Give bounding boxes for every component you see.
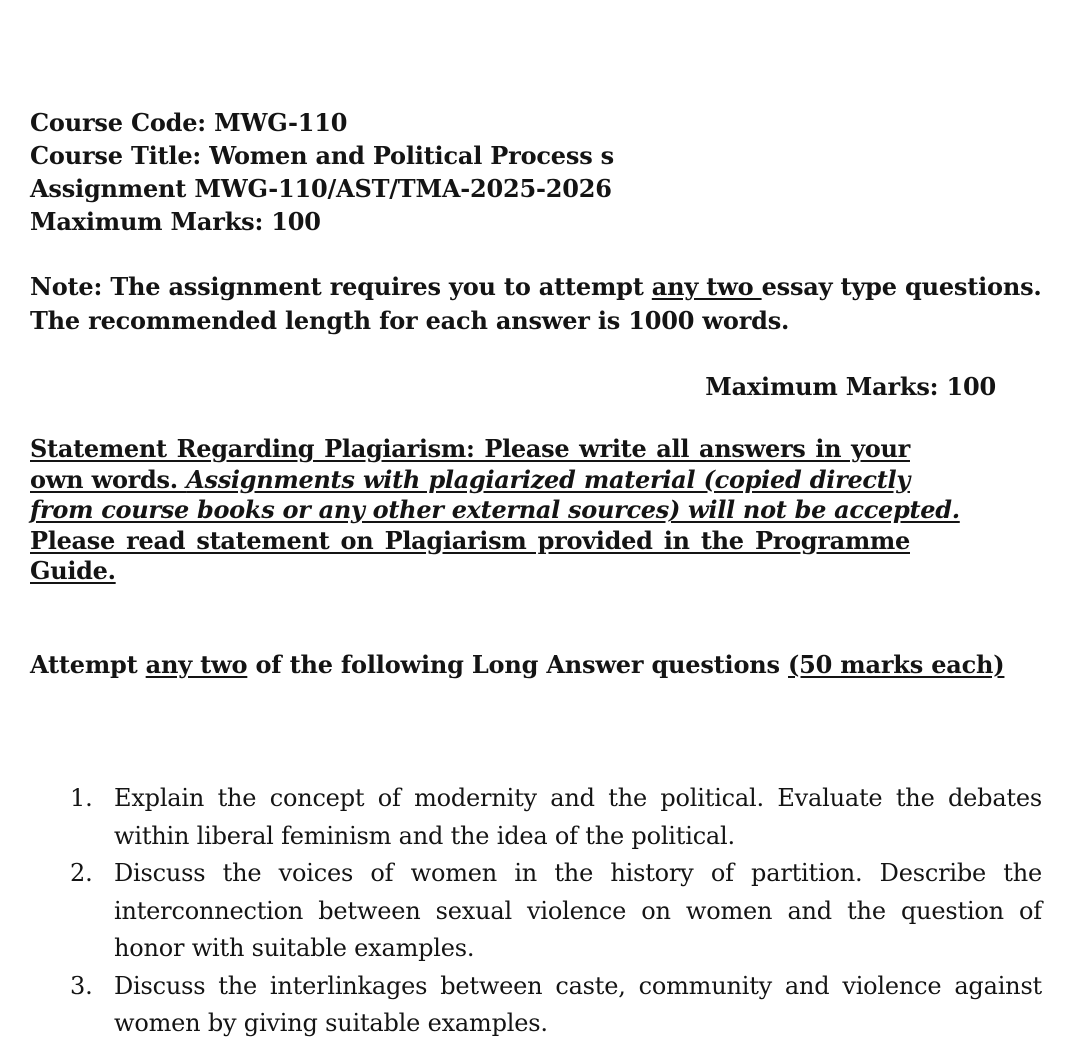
note-line-1-end: essay type questions. xyxy=(761,272,1042,301)
plagiarism-line-3: from course books or any other external sources) will not be accepted. xyxy=(30,495,960,524)
plagiarism-line-2-italic: Assignments with plagiarized material (copied directly xyxy=(186,464,910,494)
course-code: Course Code: MWG-110 xyxy=(30,108,348,137)
attempt-start: Attempt xyxy=(30,650,146,679)
plagiarism-line-2 xyxy=(30,465,910,496)
assignment-note xyxy=(30,270,1042,338)
question-item xyxy=(70,855,1042,968)
plagiarism-line-1: Statement Regarding Plagiarism: Please write all answers in your xyxy=(30,434,910,463)
question-text: Explain the concept of modernity and the political. Evaluate the debates within liberal feminism and the idea of the political. xyxy=(114,784,1042,850)
plagiarism-line-2-start: own words. xyxy=(30,464,187,494)
question-list xyxy=(70,780,1042,1043)
question-text: Discuss the interlinkages between caste, community and violence against women by giving suitable examples. xyxy=(114,971,1042,1037)
attempt-marks-each: (50 marks each) xyxy=(788,650,1005,679)
plagiarism-line-4: Please read statement on Plagiarism provided in the Programme xyxy=(30,525,910,555)
course-header xyxy=(30,106,614,238)
question-number: 3. xyxy=(70,971,93,1000)
course-title: Course Title: Women and Political Process s xyxy=(30,141,614,170)
attempt-instruction xyxy=(30,648,1004,682)
note-line-1-start: Note: The assignment requires you to attempt xyxy=(30,272,652,301)
note-line-1 xyxy=(30,270,1042,304)
plagiarism-line-5: Guide. xyxy=(30,556,116,585)
question-text: Discuss the voices of women in the history of partition. Describe the interconnection between sexual violence on women and the question of honor with suitable examples. xyxy=(114,859,1042,962)
question-number: 2. xyxy=(70,859,93,887)
attempt-middle: of the following Long Answer questions xyxy=(247,650,788,679)
question-number: 1. xyxy=(70,784,93,812)
attempt-any-two: any two xyxy=(145,650,248,679)
assignment-code: Assignment MWG-110/AST/TMA-2025-2026 xyxy=(30,174,612,203)
question-item xyxy=(70,780,1042,855)
note-line-2: The recommended length for each answer is 1000 words. xyxy=(30,306,790,335)
note-any-two: any two xyxy=(651,272,762,301)
plagiarism-statement xyxy=(30,434,960,587)
question-item xyxy=(70,968,1042,1043)
maximum-marks-right: Maximum Marks: 100 xyxy=(705,372,996,401)
maximum-marks: Maximum Marks: 100 xyxy=(30,207,321,236)
